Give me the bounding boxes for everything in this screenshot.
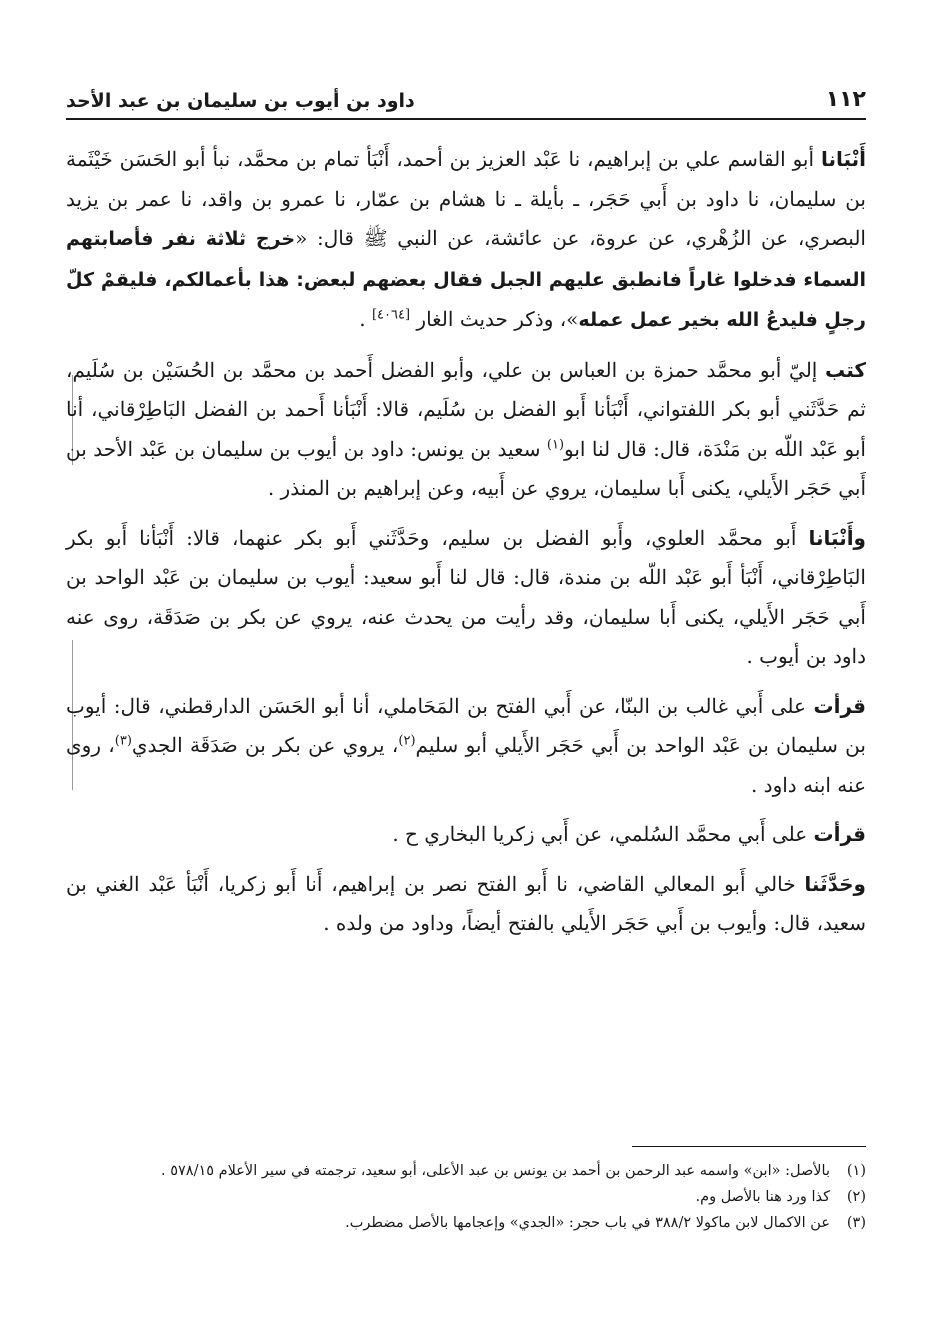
paragraph-text: على أَبي غالب بن البنّا، عن أَبي الفتح بن المَحَاملي، أنا أبو الحَسَن الدارقطني، قال: أيوب بن سليمان بن عَبْد الواحد بن أَبي حَجَر الأَيلي أبو سليم: [66, 693, 866, 757]
paragraph-lead: كتب: [825, 357, 866, 382]
footnote-ref[interactable]: (٣): [114, 733, 132, 749]
paragraph-text: سعيد بن يونس: داود بن أيوب بن سليمان بن عَبْد الأحد بن أَبي حَجَر الأَيلي، يكنى أَبا سليمان، يروي عن أَبيه، وعن إبراهيم بن المنذر .: [66, 436, 866, 500]
footnote-number: (٢): [846, 1189, 866, 1205]
main-text: [66, 140, 866, 954]
paragraph-text: خالي أَبو المعالي القاضي، نا أَبو الفتح نصر بن إبراهيم، أَنا أَبو زكريا، أَنْبَأ عَبْد الغني بن سعيد، قال: وأيوب بن أَبي حَجَر الأَيلي بالفتح أيضاً، وداود من ولده .: [66, 871, 866, 935]
header-rule: [66, 118, 866, 120]
paragraph-lead: قرأت: [813, 822, 866, 846]
paragraph-2: [66, 351, 866, 509]
paragraph-3: [66, 519, 866, 677]
paragraph-lead: وأَنْبَانا: [808, 525, 866, 550]
paragraph-text: إليّ أبو محمَّد حمزة بن العباس بن علي، وأبو الفضل أَحمد بن محمَّد بن الحُسَيْن بن سُلَيم، ثم حَدَّثَني أبو بكر اللفتواني، أَنْبَأنا أَبو الفضل بن سُلَيم، قالا: أَنْبَأنا أَحمد بن الفضل البَاطِرْقاني، أنا أبو عَبْد اللّه بن مَنْدَة، قال: قال لنا ابو: [66, 357, 866, 461]
paragraph-text: .: [359, 307, 372, 331]
running-head: داود بن أيوب بن سليمان بن عبد الأحد: [66, 90, 415, 112]
footnote-ref[interactable]: (١): [546, 436, 565, 452]
paragraph-lead: قرأت: [813, 693, 866, 718]
paragraph-4: [66, 687, 866, 806]
hadith-number: [٤٠٦٤]: [371, 307, 411, 323]
paragraph-text: أبو القاسم علي بن إبراهيم، نا عَبْد العزيز بن أحمد، أَنْبَأ تمام بن محمَّد، نبأ أبو الحَسَن خَيْثَمة بن سليمان، نا داود بن أَبي حَجَر، ـ بأيلة ـ نا هشام بن عمّار، نا عمرو بن واقد، نا عمر بن يزيد البصري، عن الزُهْري، عن عروة، عن عائشة، عن النبي ﷺ قال: «: [66, 147, 866, 250]
page-number: ١١٢: [825, 87, 866, 112]
footnote-number: (١): [846, 1163, 866, 1179]
paragraph-text: أَبو محمَّد العلوي، وأَبو الفضل بن سليم، وحَدَّثَني أَبو بكر عنهما، قالا: أَنْبَأنا أَبو بكر البَاطِرْقاني، أَنْبَأ أَبو عَبْد اللّه بن مندة، قال: قال لنا أَبو سعيد: أيوب بن سليمان بن عَبْد الواحد بن أَبي حَجَر الأَيلي، يكنى أَبا سليمان، وقد رأيت من يحدث عنه، يروي عن بكر بن صَدَقَة، روى عنه داود بن أيوب .: [66, 525, 866, 668]
paragraph-lead: أَنْبَانا: [820, 147, 866, 171]
paragraph-6: [66, 865, 866, 944]
paragraph-text: ، يروي عن بكر بن صَدَقَة الجدي: [131, 733, 399, 757]
footnote-number: (٣): [846, 1215, 866, 1231]
paragraph-5: [66, 815, 866, 855]
paragraph-1: [66, 140, 866, 341]
footnote: [66, 1184, 866, 1210]
footnote-rule: [632, 1146, 866, 1147]
footnote-text: كذا ورد هنا بالأصل وم.: [695, 1189, 830, 1205]
footnote-text: بالأصل: «ابن» واسمه عبد الرحمن بن أحمد بن يونس بن عبد الأعلى، أبو سعيد، ترجمته في سير الأعلام ٥٧٨/١٥ .: [161, 1163, 830, 1179]
paragraph-text: »، وذكر حديث الغار: [416, 307, 579, 331]
footnotes: [66, 1158, 866, 1236]
page-header: [66, 72, 866, 116]
footnote-text: عن الاكمال لابن ماكولا ٣٨٨/٢ في باب حجر: «الجدي» وإعجامها بالأصل مضطرب.: [345, 1215, 830, 1231]
paragraph-lead: وحَدَّثَنا: [804, 871, 866, 896]
footnote-ref[interactable]: (٢): [398, 733, 416, 749]
footnote: [66, 1210, 866, 1236]
footnote: [66, 1158, 866, 1184]
paragraph-text: على أَبي محمَّد السُلمي، عن أَبي زكريا البخاري ح .: [392, 822, 814, 846]
hadith-text: خرج ثلاثة نفر فأصابتهم السماء فدخلوا غاراً فانطبق عليهم الجبل فقال بعضهم لبعض: هذا بأعمالكم، فليقمْ كلّ رجلٍ فليدعُ الله بخير عمل عمله: [66, 228, 866, 331]
paragraph-text: ، روى عنه ابنه داود .: [66, 733, 866, 797]
